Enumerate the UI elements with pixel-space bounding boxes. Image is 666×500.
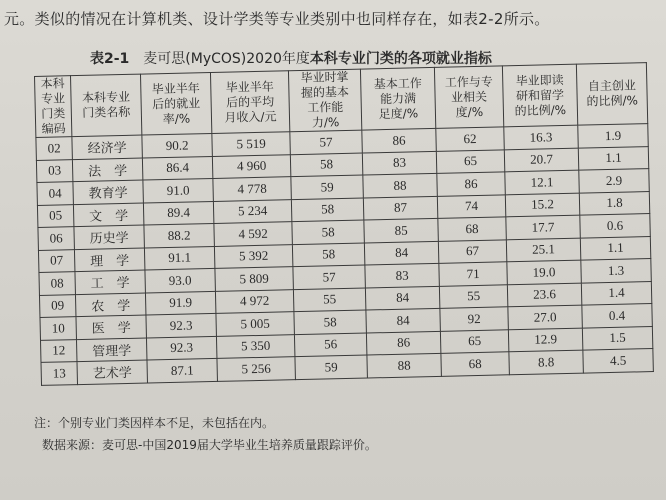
table-cell: 71 — [439, 262, 507, 286]
table-cell: 88.2 — [144, 223, 214, 247]
table-cell: 1.1 — [580, 236, 650, 260]
table-cell: 62 — [436, 127, 504, 151]
table-caption — [90, 48, 492, 68]
table-cell: 92.3 — [146, 336, 216, 360]
table-cell: 06 — [38, 227, 75, 250]
table-cell: 93.0 — [145, 268, 215, 292]
table-cell: 5 005 — [216, 312, 294, 336]
table-title-bold: 本科专业门类的各项就业指标 — [309, 51, 492, 67]
table-cell: 65 — [440, 329, 508, 353]
column-header: 自主创业 的比例/% — [576, 63, 647, 126]
table-cell: 07 — [38, 249, 75, 272]
table-cell: 农 学 — [75, 293, 145, 317]
table-number: 表2-1 — [90, 51, 130, 67]
table-cell: 0.6 — [580, 214, 650, 238]
table-cell: 86.4 — [142, 156, 212, 180]
column-header: 本科 专业 门类 编码 — [35, 76, 72, 138]
data-source: 数据来源：麦可思-中国2019届大学毕业生培养质量跟踪评价。 — [42, 438, 377, 452]
table-cell: 58 — [292, 220, 364, 244]
table-cell: 65 — [436, 149, 504, 173]
table-cell: 经济学 — [72, 135, 142, 159]
table-cell: 医 学 — [76, 315, 146, 339]
table-cell: 教育学 — [73, 180, 143, 204]
table-cell: 88 — [367, 353, 441, 377]
table-cell: 83 — [362, 151, 436, 175]
table-cell: 12.1 — [505, 170, 579, 194]
table-cell: 84 — [365, 286, 439, 310]
table-cell: 20.7 — [504, 148, 578, 172]
table-cell: 86 — [437, 172, 505, 196]
table-cell: 1.1 — [578, 146, 648, 170]
column-header: 工作与专 业相关 度/% — [434, 66, 503, 129]
table-cell: 8.8 — [509, 350, 583, 374]
employment-indicators-table — [34, 62, 654, 385]
table-cell: 理 学 — [74, 248, 144, 272]
table-cell: 87 — [363, 196, 437, 220]
column-header: 基本工作 能力满 足度/% — [360, 67, 435, 130]
table-cell: 23.6 — [507, 283, 581, 307]
table-cell: 67 — [438, 239, 506, 263]
table-cell: 4 592 — [214, 222, 292, 246]
table-cell: 90.2 — [142, 133, 212, 157]
table-cell: 58 — [292, 243, 364, 267]
table-cell: 4 972 — [215, 289, 293, 313]
table-cell: 58 — [291, 198, 363, 222]
table-cell: 17.7 — [506, 215, 580, 239]
column-header: 毕业即读 研和留学 的比例/% — [502, 64, 577, 127]
table-cell: 法 学 — [72, 158, 142, 182]
table-cell: 87.1 — [147, 358, 217, 382]
table-cell: 2.9 — [579, 169, 649, 193]
table-cell: 68 — [441, 352, 509, 376]
table-body — [36, 124, 653, 385]
table-cell: 5 234 — [213, 199, 291, 223]
table-cell: 1.4 — [581, 281, 651, 305]
intro-paragraph: 元。类似的情况在计算机类、设计学类等专业类别中也同样存在，如表2-2所示。 — [4, 10, 550, 28]
table-cell: 04 — [37, 182, 74, 205]
table-cell: 91.1 — [144, 246, 214, 270]
table-cell: 5 809 — [215, 267, 293, 291]
table-cell: 10 — [40, 317, 77, 340]
table-cell: 74 — [437, 194, 505, 218]
column-header: 毕业半年 后的就业 率/% — [140, 72, 211, 135]
table-cell: 1.8 — [579, 191, 649, 215]
table-cell: 12 — [40, 339, 77, 362]
table-cell: 27.0 — [508, 305, 582, 329]
table-cell: 5 392 — [214, 244, 292, 268]
table-title-prefix: 麦可思(MyCOS)2020年度 — [143, 51, 310, 67]
table-cell: 1.3 — [581, 259, 651, 283]
table-cell: 4 960 — [212, 154, 290, 178]
table-cell: 历史学 — [74, 225, 144, 249]
table-cell: 83 — [365, 263, 439, 287]
table-cell: 艺术学 — [77, 360, 147, 384]
table-cell: 16.3 — [504, 125, 578, 149]
table-cell: 12.9 — [508, 328, 582, 352]
table-cell: 86 — [366, 331, 440, 355]
table-cell: 管理学 — [76, 338, 146, 362]
table-cell: 13 — [41, 362, 78, 385]
table-cell: 25.1 — [506, 238, 580, 262]
table-cell: 4 778 — [213, 177, 291, 201]
table-cell: 92.3 — [146, 313, 216, 337]
column-header: 毕业时掌 握的基本 工作能 力/% — [288, 69, 361, 132]
table-cell: 55 — [293, 288, 365, 312]
table-cell: 5 256 — [217, 357, 295, 381]
table-cell: 92 — [440, 307, 508, 331]
table-cell: 57 — [290, 130, 362, 154]
table-cell: 工 学 — [75, 270, 145, 294]
table-cell: 56 — [294, 333, 366, 357]
table-cell: 5 350 — [216, 334, 294, 358]
table-cell: 88 — [363, 173, 437, 197]
table-cell: 68 — [438, 217, 506, 241]
table-cell: 08 — [39, 272, 76, 295]
table-cell: 59 — [295, 355, 367, 379]
table-cell: 09 — [39, 294, 76, 317]
table-cell: 89.4 — [143, 201, 213, 225]
table-cell: 1.9 — [578, 124, 648, 148]
table-cell: 05 — [37, 204, 74, 227]
table-cell: 59 — [291, 175, 363, 199]
table-cell: 1.5 — [582, 326, 652, 350]
table-cell: 03 — [36, 159, 73, 182]
table-cell: 58 — [290, 153, 362, 177]
table-note: 注：个别专业门类因样本不足，未包括在内。 — [34, 416, 275, 430]
column-header: 毕业半年 后的平均 月收入/元 — [210, 71, 289, 134]
table-cell: 5 519 — [212, 132, 290, 156]
table-cell: 02 — [36, 137, 73, 160]
table-cell: 0.4 — [582, 304, 652, 328]
table-cell: 84 — [366, 308, 440, 332]
table-cell: 85 — [364, 218, 438, 242]
table-cell: 15.2 — [505, 193, 579, 217]
column-header: 本科专业 门类名称 — [71, 74, 142, 137]
table-cell: 86 — [362, 128, 436, 152]
table-cell: 4.5 — [583, 349, 653, 373]
table-cell: 84 — [364, 241, 438, 265]
table-cell: 57 — [293, 265, 365, 289]
table-cell: 55 — [439, 284, 507, 308]
table-cell: 文 学 — [73, 203, 143, 227]
table-cell: 58 — [294, 310, 366, 334]
table-cell: 91.9 — [145, 291, 215, 315]
table-cell: 91.0 — [143, 178, 213, 202]
table-cell: 19.0 — [507, 260, 581, 284]
